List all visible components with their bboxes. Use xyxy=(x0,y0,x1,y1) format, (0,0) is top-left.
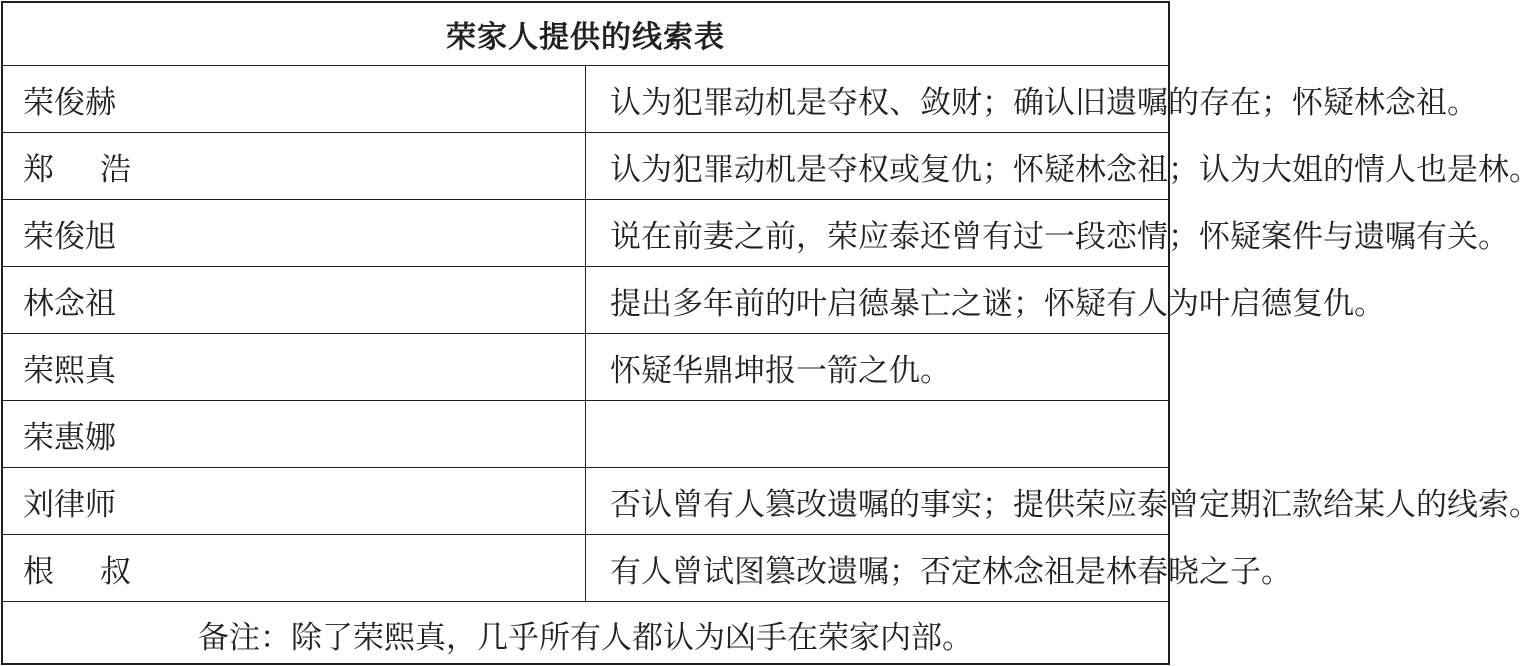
table-title-row xyxy=(3,3,1168,66)
person-name-last: 叔 xyxy=(100,553,131,590)
table-row xyxy=(3,468,1168,535)
table-row xyxy=(3,401,1168,468)
person-name: 荣熙真 xyxy=(3,334,586,401)
person-name: 荣惠娜 xyxy=(3,401,586,468)
table-row xyxy=(3,200,1168,267)
clue-text xyxy=(586,401,1169,468)
table-title: 荣家人提供的线索表 xyxy=(3,3,1168,66)
clue-text: 否认曾有人篡改遗嘱的事实；提供荣应泰曾定期汇款给某人的线索。 xyxy=(586,468,1169,535)
clue-text: 提出多年前的叶启德暴亡之谜；怀疑有人为叶启德复仇。 xyxy=(586,267,1169,334)
clue-text: 怀疑华鼎坤报一箭之仇。 xyxy=(586,334,1169,401)
table-note-row xyxy=(3,602,1168,666)
clue-text: 有人曾试图篡改遗嘱；否定林念祖是林春晓之子。 xyxy=(586,535,1169,602)
clue-table xyxy=(3,3,1540,666)
table-frame xyxy=(1,1,1540,665)
person-name-last: 浩 xyxy=(100,151,131,188)
clue-text: 认为犯罪动机是夺权、敛财；确认旧遗嘱的存在；怀疑林念祖。 xyxy=(586,66,1169,133)
person-name-first: 郑 xyxy=(23,151,54,188)
table-row xyxy=(3,133,1168,200)
person-name: 荣俊赫 xyxy=(3,66,586,133)
person-name: 刘律师 xyxy=(3,468,586,535)
person-name: 荣俊旭 xyxy=(3,200,586,267)
table-row xyxy=(3,334,1168,401)
person-name-first: 根 xyxy=(23,553,54,590)
table-row xyxy=(3,267,1168,334)
table-note: 备注：除了荣熙真，几乎所有人都认为凶手在荣家内部。 xyxy=(3,602,1168,666)
clue-text: 说在前妻之前，荣应泰还曾有过一段恋情；怀疑案件与遗嘱有关。 xyxy=(586,200,1169,267)
person-name xyxy=(3,133,586,200)
person-name: 林念祖 xyxy=(3,267,586,334)
person-name xyxy=(3,535,586,602)
table-row xyxy=(3,535,1168,602)
table-row xyxy=(3,66,1168,133)
clue-text: 认为犯罪动机是夺权或复仇；怀疑林念祖；认为大姐的情人也是林。 xyxy=(586,133,1169,200)
